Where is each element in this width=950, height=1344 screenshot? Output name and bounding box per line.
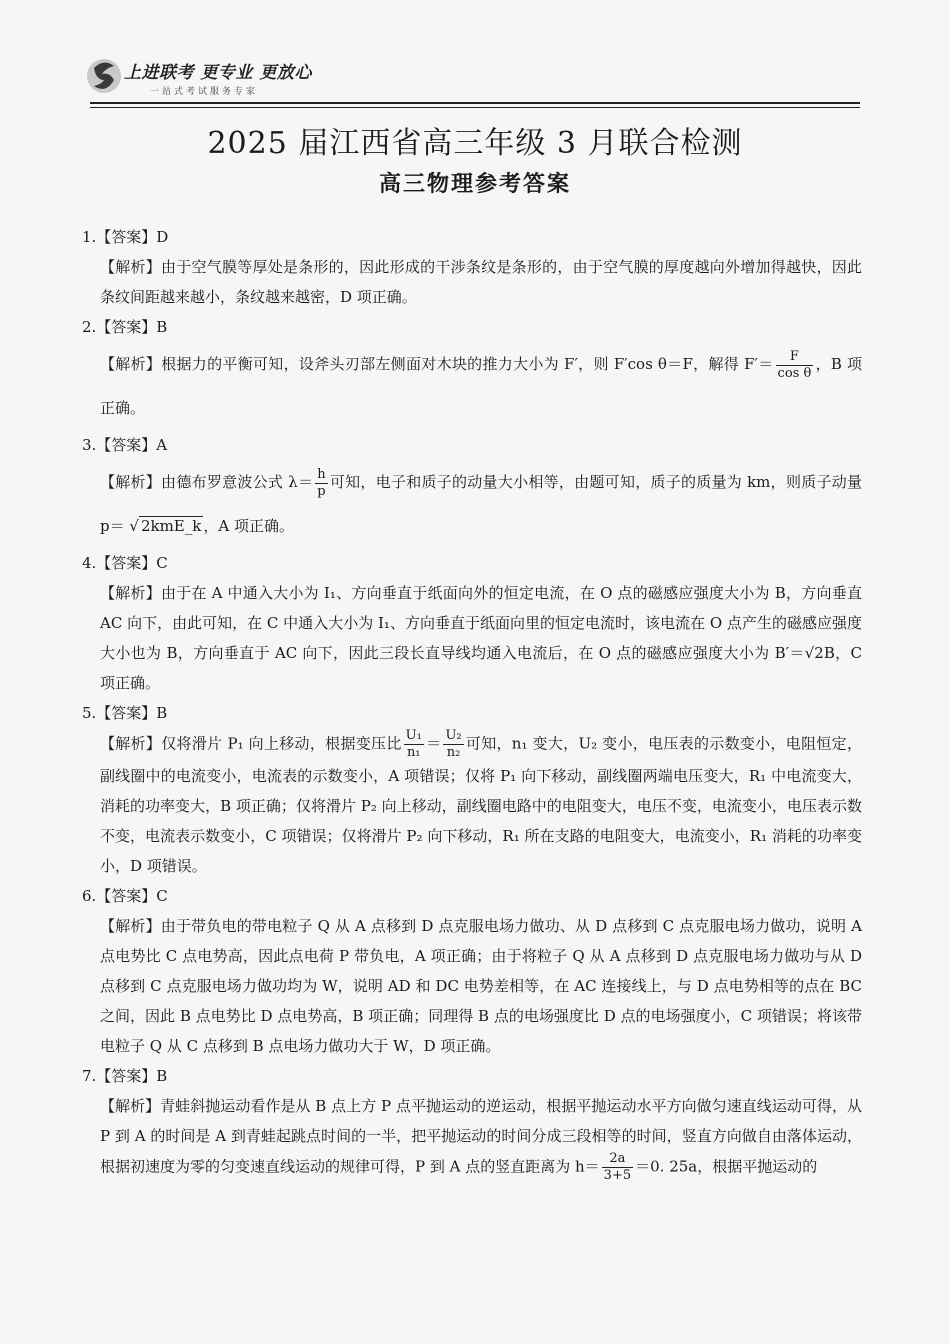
analysis-1: 【解析】由于空气膜等厚处是条形的，因此形成的干涉条纹是条形的，由于空气膜的厚度越向外增加得越快，因此条纹间距越来越小，条纹越来越密，D 项正确。	[100, 258, 862, 306]
analysis-4: 【解析】由于在 A 中通入大小为 I₁、方向垂直于纸面向外的恒定电流，在 O 点的磁感应强度大小为 B，方向垂直 AC 向下，由此可知，在 C 中通入大小为 I₁、方向垂直于纸面向里的恒定电流时，该电流在 O 点产生的磁感应强度大小也为 B，方向垂直于 AC 向下，因此三段长直导线均通入电流后，在 O 点的磁感应强度大小为 B′＝√2B，C 项正确。	[100, 584, 862, 692]
analysis-6: 【解析】由于带负电的带电粒子 Q 从 A 点移到 D 点克服电场力做功、从 D 点移到 C 点克服电场力做功，说明 A 点电势比 C 点电势高，因此点电荷 P 带负电，A 项正确；由于将粒子 Q 从 A 点移到 D 点克服电场力做功与从 D 点移到 C 点克服电场力做功均为 W，说明 AD 和 DC 电势差相等，在 AC 连接线上，与 D 点电势相等的点在 BC 之间，因此 B 点电势比 D 点电势高，B 项正确；同理得 B 点的电场强度比 D 点的电场强度小，C 项错误；将该带电粒子 Q 从 C 点移到 B 点电场力做功大于 W，D 项正确。	[100, 917, 862, 1055]
page-subtitle: 高三物理参考答案	[378, 172, 571, 197]
brand-sub-slogan: 一站式考试服务专家	[150, 87, 259, 97]
page-title: 2025 届江西省高三年级 3 月联合检测	[207, 126, 743, 161]
answer-1: 1.【答案】D	[82, 228, 169, 246]
brand-slogan: 上进联考 更专业 更放心	[124, 63, 312, 83]
analysis-3: 【解析】由德布罗意波公式 λ＝ $\frac{h}{p}$ 可知，电子和质子的动量大小相等，由题可知，质子的质量为 km，则质子动量 p＝ √ 2kmE_k ，A 项正确。	[100, 466, 863, 535]
analysis-5: 【解析】仅将滑片 P₁ 向上移动，根据变压比 $\frac{\text{U₁}}{\text{n₁}}$ ＝ $\frac{\text{U₂}}{\text{n₂}}$ 可知，n₁ 变大，U₂ 变小，电压表的示数变小，电阻恒定，副线圈中的电流变小，电流表的示数变小，A 项错误；仅将 P₁ 向下移动，副线圈两端电压变大，R₁ 中电流变大，消耗的功率变大，B 项正确；仅将滑片 P₂ 向上移动，副线圈电路中的电阻变大，电压不变，电流变小，电压表示数不变，电流表示数变小，C 项错误；仅将滑片 P₂ 向下移动，R₁ 所在支路的电阻变大，电流变小，R₁ 消耗的功率变小，D 项错误。	[100, 728, 862, 875]
answer-3: 3.【答案】A	[82, 436, 168, 454]
brand-logo-icon	[86, 54, 122, 98]
fraction: $\frac{\text{U₁}}{\text{n₁}}$	[405, 728, 422, 760]
fraction: $\frac{h}{p}$	[317, 466, 326, 499]
analysis-7: 【解析】青蛙斜抛运动看作是从 B 点上方 P 点平抛运动的逆运动，根据平抛运动水平方向做匀速直线运动可得，从 P 到 A 的时间是 A 到青蛙起跳点时间的一半，把平抛运动的时间分成三段相等的时间，竖直方向做自由落体运动，根据初速度为零的匀变速直线运动的规律可得，P 到 A 点的竖直距离为 h＝ $\frac{2a}{3+5}$ ＝0. 25a，根据平抛运动的	[100, 1097, 862, 1183]
header-divider-thin	[90, 107, 860, 108]
header	[86, 50, 858, 110]
fraction: $\frac{F}{\text{cos θ}}$	[777, 348, 812, 381]
answer-4: 4.【答案】C	[82, 554, 168, 572]
answer-2: 2.【答案】B	[82, 318, 168, 336]
answer-5: 5.【答案】B	[82, 704, 168, 722]
fraction: $\frac{2a}{3+5}$	[603, 1151, 632, 1183]
fraction: $\frac{\text{U₂}}{\text{n₂}}$	[445, 728, 462, 760]
answer-7: 7.【答案】B	[82, 1067, 168, 1085]
sqrt-expression: 2kmE_k	[140, 517, 202, 535]
answer-list	[82, 222, 862, 1184]
answer-6: 6.【答案】C	[82, 887, 168, 905]
header-divider	[90, 102, 860, 104]
analysis-2: 【解析】根据力的平衡可知，设斧头刃部左侧面对木块的推力大小为 F′，则 F′cos θ＝F，解得 F′＝ $\frac{F}{\text{cos θ}}$ ，B 项正确。	[100, 348, 862, 417]
